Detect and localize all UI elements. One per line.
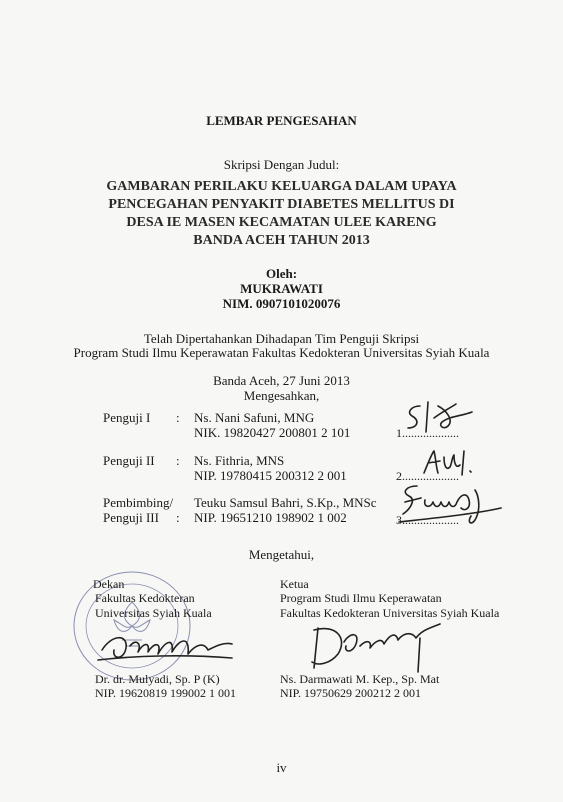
head-title-2: Program Studi Ilmu Keperawatan (280, 591, 442, 605)
examiner-3-signature (395, 480, 505, 528)
examiner-2-role: Penguji II (103, 453, 155, 468)
examiner-1-colon: : (176, 410, 180, 425)
defense-line-1: Telah Dipertahankan Dihadapan Tim Penguji Skripsi (143, 331, 420, 346)
author-nim: NIM. 0907101020076 (222, 296, 341, 311)
subheader: Skripsi Dengan Judul: (223, 157, 340, 172)
examiner-3-id: NIP. 19651210 198902 1 002 (194, 510, 347, 525)
dean-nip: NIP. 19620819 199002 1 001 (95, 686, 237, 700)
examiner-3-role: Pembimbing/ (103, 495, 174, 510)
examiner-3-role-2: Penguji III (103, 510, 159, 525)
dean-name: Dr. dr. Mulyadi, Sp. P (K) (95, 672, 220, 686)
author-name: MUKRAWATI (240, 281, 323, 296)
dean-signature (92, 620, 242, 670)
thesis-title-line-3: DESA IE MASEN KECAMATAN ULEE KARENG (126, 215, 437, 230)
examiner-1-sign-line: 1................... (396, 426, 459, 440)
head-title-3: Fakultas Kedokteran Universitas Syiah Kuala (280, 606, 500, 620)
examiner-2-id: NIP. 19780415 200312 2 001 (194, 468, 347, 483)
approved-label: Mengesahkan, (243, 388, 320, 403)
examiner-1-name: Ns. Nani Safuni, MNG (194, 410, 315, 425)
thesis-title-line-1: GAMBARAN PERILAKU KELUARGA DALAM UPAYA (106, 179, 457, 194)
author-by-label: Oleh: (265, 266, 298, 281)
defense-line-2: Program Studi Ilmu Keperawatan Fakultas Kedokteran Universitas Syiah Kuala (73, 345, 490, 360)
page-number: iv (276, 760, 287, 775)
examiner-2-colon: : (176, 453, 180, 468)
examiner-2-signature (418, 445, 478, 481)
examiner-1-signature (398, 398, 488, 444)
head-signature (300, 618, 450, 676)
examiner-3-sign-line: 3................... (396, 513, 459, 527)
dean-title-2: Fakultas Kedokteran (95, 591, 195, 605)
thesis-title-line-2: PENCEGAHAN PENYAKIT DIABETES MELLITUS DI (108, 197, 455, 212)
dean-title-1: Dekan (93, 577, 125, 591)
head-title-1: Ketua (280, 577, 309, 591)
head-nip: NIP. 19750629 200212 2 001 (280, 686, 422, 700)
thesis-title-line-4: BANDA ACEH TAHUN 2013 (193, 233, 370, 248)
place-date: Banda Aceh, 27 Juni 2013 (213, 373, 350, 388)
page-header: LEMBAR PENGESAHAN (206, 113, 357, 128)
examiner-2-sign-line: 2................... (396, 469, 459, 483)
head-name: Ns. Darmawati M. Kep., Sp. Mat (280, 672, 440, 686)
examiner-2-name: Ns. Fithria, MNS (194, 453, 285, 468)
examiner-1-id: NIK. 19820427 200801 2 101 (194, 425, 351, 440)
examiner-3-colon: : (176, 510, 180, 525)
examiner-1-role: Penguji I (103, 410, 151, 425)
dean-title-3: Universitas Syiah Kuala (95, 606, 212, 620)
known-label: Mengetahui, (248, 547, 315, 562)
examiner-3-name: Teuku Samsul Bahri, S.Kp., MNSc (194, 495, 377, 510)
